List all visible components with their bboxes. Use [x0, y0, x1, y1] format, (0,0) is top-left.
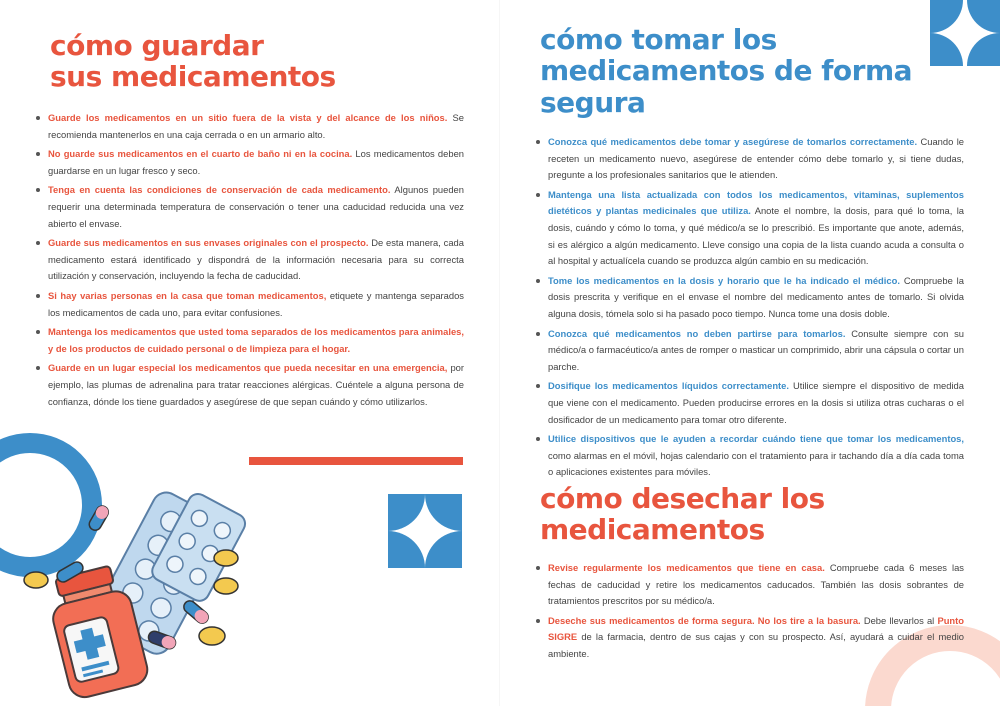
- item-text: Algunos pueden requerir una determinada temperatura de conservación o tener una caducidad reducida una vez abierto el envase.: [48, 184, 464, 229]
- list-item: [536, 560, 964, 610]
- right-page: [500, 0, 1000, 706]
- safe-use-title-line1: cómo tomar los: [540, 23, 777, 56]
- list-item: [536, 431, 964, 481]
- item-bold: Mantenga una lista actualizada con todos los medicamentos, vitaminas, suplementos dietéticos y plantas medicinales que utiliza.: [548, 188, 964, 217]
- disposal-title: [540, 483, 960, 546]
- list-item: [536, 326, 964, 376]
- storage-title-line2: sus medicamentos: [50, 60, 336, 94]
- list-item: [536, 378, 964, 428]
- blue-tile-decoration: [388, 494, 462, 568]
- list-item: [536, 613, 964, 663]
- item-bold: Mantenga los medicamentos que usted toma separados de los medicamentos para animales, y de los productos de cuidado personal o de limpieza para el hogar.: [48, 326, 464, 354]
- item-bold: Utilice dispositivos que le ayuden a recordar cuándo tiene que tomar los medicamentos,: [548, 433, 964, 445]
- item-bold: Revise regularmente los medicamentos que tiene en casa.: [548, 562, 825, 573]
- item-bold: Guarde en un lugar especial los medicamentos que pueda necesitar en una emergencia,: [48, 362, 448, 374]
- item-bold: Deseche sus medicamentos de forma segura. No los tire a la basura.: [548, 614, 861, 626]
- item-text: Compruebe cada 6 meses las fechas de caducidad y retire los medicamentos caducados. También las dosis sobrantes de tratamientos prescritos por su médico/a.: [548, 562, 964, 607]
- item-text: Consulte siempre con su médico/a o farmacéutico/a antes de romper o masticar un comprimido, abrir una cápsula o cortar un parche.: [548, 327, 964, 372]
- safe-use-title-line3: segura: [540, 85, 646, 119]
- list-item: [36, 110, 464, 143]
- item-text: Compruebe la dosis prescrita y verifique en el envase el nombre del medicamento antes de tomarlo. Si olvida alguna dosis, tómela solo si ha pasado poco tiempo. Nunca tome una dosis doble.: [548, 274, 964, 319]
- item-text: De esta manera, cada medicamento estará identificado y dispondrá de la información necesaria para su correcta utilización y conservación, incluyendo la fecha de caducidad.: [48, 237, 464, 282]
- item-text: etiquete y mantenga separados los medicamentos de cada uno, para evitar confusiones.: [48, 289, 464, 318]
- item-bold: Dosifique los medicamentos líquidos correctamente.: [548, 380, 789, 392]
- sigre-highlight: Punto SIGRE: [548, 614, 964, 643]
- disposal-title-line1: cómo desechar los: [540, 482, 825, 515]
- safe-use-title: [540, 24, 950, 118]
- item-text: Los medicamentos deben guardarse en un lugar fresco y seco.: [48, 148, 464, 176]
- item-bold: No guarde sus medicamentos en el cuarto de baño ni en la cocina.: [48, 148, 353, 160]
- item-bold: Conozca qué medicamentos no deben partirse para tomarlos.: [548, 327, 846, 339]
- list-item: [536, 273, 964, 323]
- item-text: Cuando le receten un medicamento nuevo, asegúrese de entender cómo debe tomarlo y, si tiene dudas, pregunte a los profesionales sanitarios que le atienden.: [548, 136, 964, 181]
- item-bold: Tenga en cuenta las condiciones de conservación de cada medicamento.: [48, 184, 391, 196]
- disposal-title-line2: medicamentos: [540, 513, 765, 547]
- disposal-list: [536, 560, 964, 666]
- list-item: [36, 288, 464, 321]
- storage-list: [36, 110, 464, 413]
- list-item: [36, 146, 464, 179]
- item-text: Anote el nombre, la dosis, para qué lo toma, la dosis, cuándo y cómo lo toma, y qué médico/a se lo prescribió. Es importante que anote, además, si es alérgico a algún medicamento. Lleve consigo una copia de la lista cuando acuda a consulta o al hospital y actualícela cuando se produzca algún cambio en su medicación.: [548, 205, 964, 267]
- storage-title-line1: cómo guardar: [50, 29, 264, 62]
- safe-use-title-line2: medicamentos de forma: [540, 54, 913, 88]
- item-text: como alarmas en el móvil, hojas calendario con el tratamiento para ir tachando día a día cada toma o aplicaciones existentes para móviles.: [548, 449, 964, 478]
- item-bold: Si hay varias personas en la casa que toman medicamentos,: [48, 289, 327, 301]
- storage-title: [50, 30, 450, 93]
- list-item: [536, 187, 964, 270]
- item-bold: Tome los medicamentos en la dosis y horario que le ha indicado el médico.: [548, 274, 900, 286]
- item-text-end: de la farmacia, dentro de sus cajas y con su prospecto. Así, ayudará a cuidar el medio ambiente.: [548, 631, 964, 659]
- item-text: por ejemplo, las plumas de adrenalina para tratar reacciones alérgicas. Cuéntele a alguna persona de confianza, dónde los tiene guardados y asegúrese de que sepan cuándo y cómo utilizarlos.: [48, 362, 464, 407]
- item-text: Debe llevarlos al: [860, 614, 938, 626]
- divider-bar: [249, 457, 463, 465]
- list-item: [36, 235, 464, 285]
- item-text: Se recomienda mantenerlos en una caja cerrada o en un armario alto.: [48, 112, 464, 140]
- list-item: [36, 324, 464, 357]
- list-item: [36, 360, 464, 410]
- list-item: [536, 134, 964, 184]
- item-bold: Guarde sus medicamentos en sus envases originales con el prospecto.: [48, 237, 369, 249]
- safe-use-list: [536, 134, 964, 484]
- item-bold: Guarde los medicamentos en un sitio fuera de la vista y del alcance de los niños.: [48, 112, 448, 123]
- list-item: [36, 182, 464, 232]
- item-bold: Conozca qué medicamentos debe tomar y asegúrese de tomarlos correctamente.: [548, 136, 918, 147]
- pills-illustration: [22, 500, 252, 680]
- item-text: Utilice siempre el dispositivo de medida que viene con el medicamento. Pueden producirse errores en la dosis si utiliza otras cucharas o el dosificador de un medicamento para tomar otro diferente.: [548, 380, 964, 425]
